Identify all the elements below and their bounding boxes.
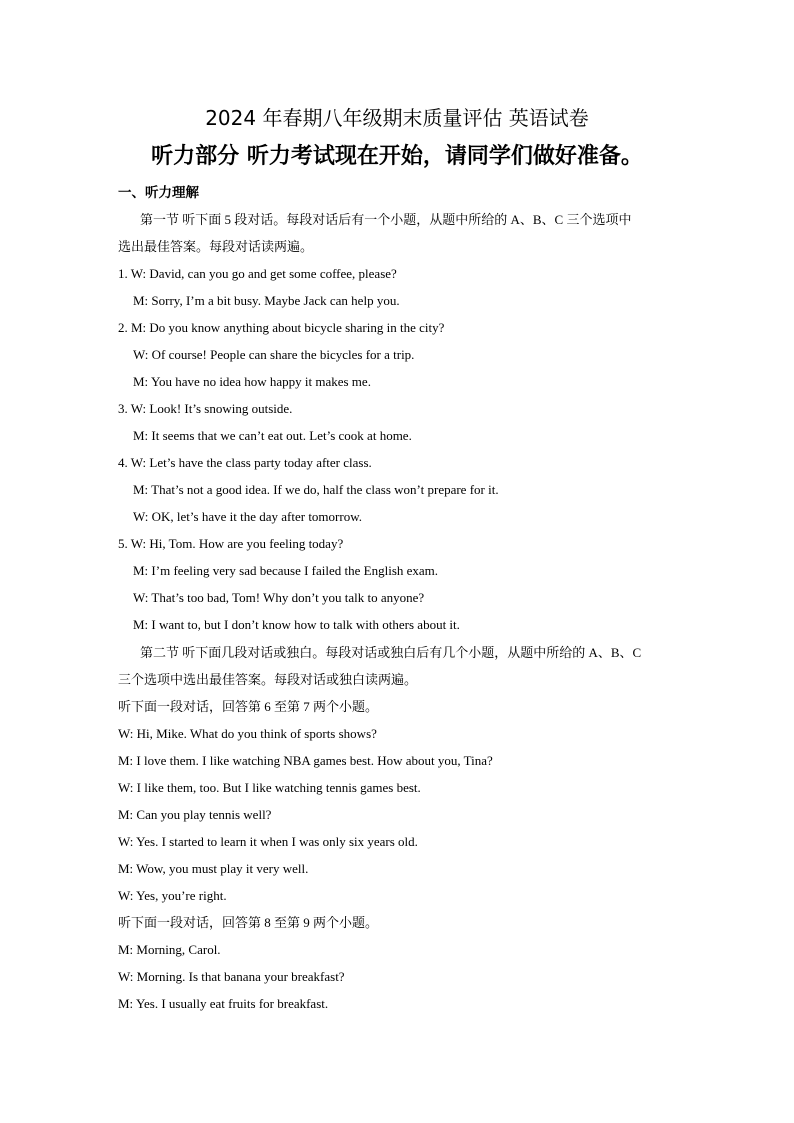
dialog-line: M: I’m feeling very sad because I failed the English exam.	[133, 563, 439, 578]
dialog-line: 5. W: Hi, Tom. How are you feeling today?	[118, 536, 344, 551]
dialog-line: W: That’s too bad, Tom! Why don’t you talk to anyone?	[133, 590, 425, 605]
dialog-line: W: I like them, too. But I like watching tennis games best.	[118, 780, 421, 795]
dialog-line: 2. M: Do you know anything about bicycle sharing in the city?	[118, 320, 445, 335]
dialog-line: W: OK, let’s have it the day after tomorrow.	[133, 509, 362, 524]
dialog-line: W: Of course! People can share the bicycles for a trip.	[133, 347, 415, 362]
listening-subtitle: 听力部分 听力考试现在开始，请同学们做好准备。	[151, 144, 643, 169]
dialog-line: W: Hi, Mike. What do you think of sports shows?	[118, 726, 377, 741]
dialog-line: M: Can you play tennis well?	[118, 807, 272, 822]
dialog-line: W: Morning. Is that banana your breakfast?	[118, 969, 345, 984]
dialog-line: 1. W: David, can you go and get some coffee, please?	[118, 266, 397, 281]
dialog-line: M: I want to, but I don’t know how to talk with others about it.	[133, 617, 460, 632]
section1-instruction: 选出最佳答案。每段对话读两遍。	[118, 239, 314, 254]
dialog-line: M: Wow, you must play it very well.	[118, 861, 309, 876]
question-prompt: 听下面一段对话，回答第 8 至第 9 两个小题。	[118, 915, 379, 930]
section1-instruction: 第一节 听下面 5 段对话。每段对话后有一个小题，从题中所给的 A、B、C 三个选项中	[140, 212, 632, 227]
dialog-line: M: That’s not a good idea. If we do, half the class won’t prepare for it.	[133, 482, 499, 497]
question-prompt: 听下面一段对话，回答第 6 至第 7 两个小题。	[118, 699, 379, 714]
dialog-line: M: Sorry, I’m a bit busy. Maybe Jack can help you.	[133, 293, 400, 308]
dialog-line: M: You have no idea how happy it makes me.	[133, 374, 371, 389]
dialog-line: M: I love them. I like watching NBA games best. How about you, Tina?	[118, 753, 493, 768]
dialog-line: 4. W: Let’s have the class party today after class.	[118, 455, 372, 470]
exam-title: 2024 年春期八年级期末质量评估 英语试卷	[205, 106, 589, 130]
section2-instruction: 三个选项中选出最佳答案。每段对话或独白读两遍。	[118, 672, 418, 687]
dialog-line: M: Yes. I usually eat fruits for breakfast.	[118, 996, 329, 1011]
section2-instruction: 第二节 听下面几段对话或独白。每段对话或独白后有几个小题，从题中所给的 A、B、C	[140, 645, 642, 660]
dialog-line: W: Yes, you’re right.	[118, 888, 227, 903]
section-heading: 一、听力理解	[118, 185, 199, 201]
dialog-line: M: Morning, Carol.	[118, 942, 221, 957]
dialog-line: M: It seems that we can’t eat out. Let’s cook at home.	[133, 428, 412, 443]
dialog-line: W: Yes. I started to learn it when I was only six years old.	[118, 834, 418, 849]
dialog-line: 3. W: Look! It’s snowing outside.	[118, 401, 293, 416]
